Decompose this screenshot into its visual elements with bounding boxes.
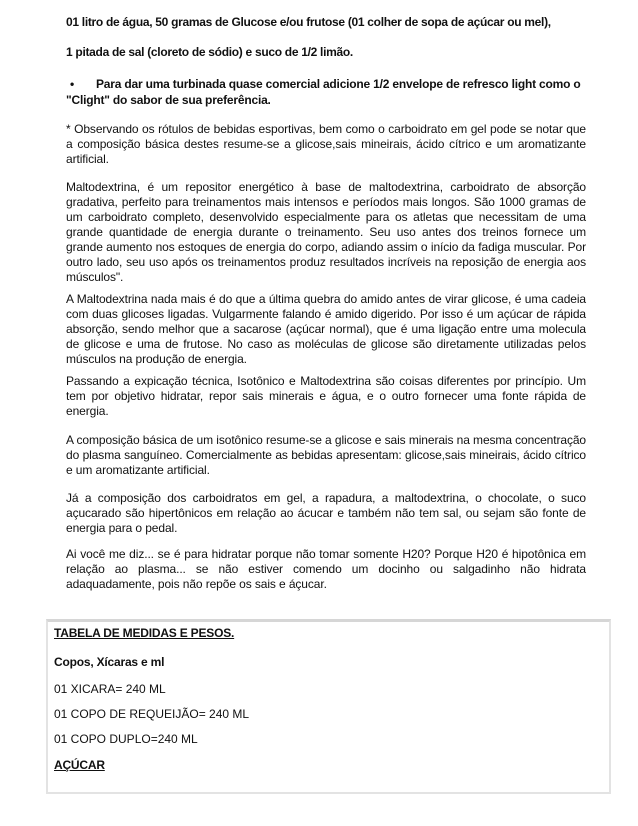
table-section-acucar: AÇÚCAR xyxy=(54,758,105,772)
table-title: TABELA DE MEDIDAS E PESOS. xyxy=(54,626,235,640)
recipe-line-1: 01 litro de água, 50 gramas de Glucose e/ou frutose (01 colher de sopa de açúcar ou mel), xyxy=(66,15,551,29)
paragraph-isotonico: A composição básica de um isotônico resume-se a glicose e sais minerais na mesma concentração do plasma sanguíneo. Comercialmente as bebidas apresentam: glicose,sais mineirais, ácido cítrico e um aromatizante artificial. xyxy=(66,433,586,477)
recipe-line-2: 1 pitada de sal (cloreto de sódio) e suco de 1/2 limão. xyxy=(66,45,353,59)
table-row: 01 XICARA= 240 ML xyxy=(54,682,166,696)
measures-table xyxy=(46,619,611,794)
bullet-item xyxy=(66,76,586,108)
bullet-dot: • xyxy=(70,77,75,91)
paragraph-explicacao: Passando a expicação técnica, Isotônico e Maltodextrina são coisas diferentes por princípio. Um tem por objetivo hidratar, repor sais minerais e água, e o outro fornecer uma fonte rápida de energia. xyxy=(66,374,586,418)
bullet-text-line-1: Para dar uma turbinada quase comercial adicione 1/2 envelope de refresco light como o xyxy=(96,77,581,91)
bullet-text-line-2: "Clight" do sabor de sua preferência. xyxy=(66,93,271,107)
table-row: 01 COPO DUPLO=240 ML xyxy=(54,732,198,746)
paragraph-hidratar: Ai você me diz... se é para hidratar porque não tomar somente H20? Porque H20 é hipotônica em relação ao plasma... se não estiver comendo um docinho ou salgadinho não hidrata adaquadamente, pois não repõe os sais e áçucar. xyxy=(66,547,586,591)
table-row: 01 COPO DE REQUEIJÃO= 240 ML xyxy=(54,707,250,721)
paragraph-gel: Já a composição dos carboidratos em gel, a rapadura, a maltodextrina, o chocolate, o suco açucarado são hipertônicos em relação ao ácucar e também não tem sal, ou sejam são fonte de energia para o pedal. xyxy=(66,491,586,535)
table-subtitle: Copos, Xícaras e ml xyxy=(54,655,165,669)
paragraph-maltodextrina: Maltodextrina, é um repositor energético à base de maltodextrina, carboidrato de absorção gradativa, perfeito para treinamentos mais intensos e períodos mais longos. São 1000 gramas de um carboidrato completo, desenvolvido especialmente para os atletas que necessitam de uma grande quantidade de energia durante o treinamento. Seu uso antes dos treinos fornece um grande aumento nos estoques de energia do corpo, adiando assim o início da fadiga muscular. Por outro lado, seu uso após os treinamentos produz resultados incríveis na reposição de energia aos músculos". xyxy=(66,180,586,284)
paragraph-quebra-amido: A Maltodextrina nada mais é do que a última quebra do amido antes de virar glicose, é uma cadeia com duas glicoses ligadas. Vulgarmente falando é amido digerido. Por isso é um açúcar de rápida absorção, sendo melhor que a sacarose (açúcar normal), que é uma ligação entre uma molecula de glicose e uma de frutose. No caso as moléculas de glicose são diretamente utilizadas pelos músculos na produção de energia. xyxy=(66,292,586,366)
paragraph-rotulos: * Observando os rótulos de bebidas esportivas, bem como o carboidrato em gel pode se notar que a composição básica destes resume-se a glicose,sais mineirais, ácido cítrico e um aromatizante artificial. xyxy=(66,122,586,166)
